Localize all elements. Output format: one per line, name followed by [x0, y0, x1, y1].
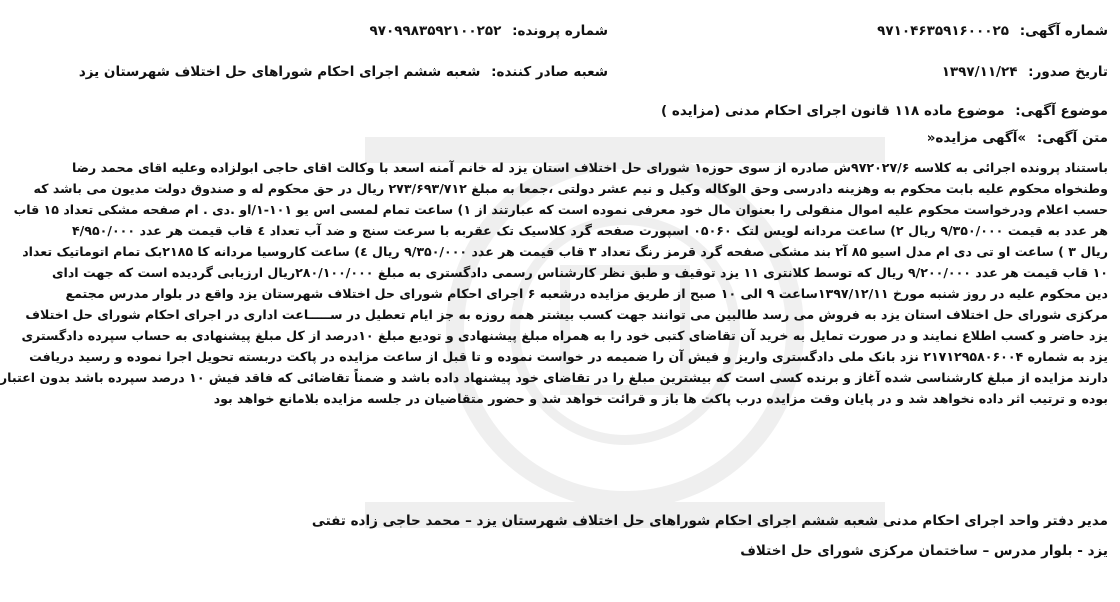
- subject-field: [661, 102, 1108, 120]
- body-line: دارند مزایده از مبلغ کارشناسی شده آغاز و برنده کسی است که بیشترین مبلغ را در تقاضای خود پیشنهاد داده باشد و ضمناً تقاضائی که فاقد فیش ۱۰ درصد سپرده باشد بدون اعتبار: [0, 370, 1108, 385]
- text-heading-field: [927, 129, 1108, 147]
- body-line: ۱۰ قاب قیمت هر عدد ۹/۲۰۰/۰۰۰ ریال که توسط کلانتری ۱۱ یزد توقیف و طبق نظر کارشناس رسمی دادگستری به مبلغ ۲۸۰/۱۰۰/۰۰۰ریال ارزیابی گردیده است که جهت ادای: [51, 265, 1108, 280]
- address-line: یزد - بلوار مدرس – ساختمان مرکزی شورای حل اختلاف: [740, 543, 1108, 559]
- body-line: بوده و ترتیب اثر داده نخواهد شد و در پایان وقت مزایده درب پاکت ها باز و قرائت خواهد شد و حضور متقاضیان در جلسه مزایده بلامانع خواهد بود: [213, 391, 1108, 406]
- case-number-field: [370, 22, 608, 40]
- issuer-field: [79, 63, 608, 81]
- body-line: حسب اعلام ودرخواست محکوم علیه اموال منقولی را بعنوان مال خود معرفی نموده است که عبارتند از ۱) ساعت تمام لمسی اس یو ۱۰۱-۱/او .دی . ام صفحه مشکی تعداد ۱۵ قاب: [13, 202, 1108, 217]
- subject-value: موضوع ماده ۱۱۸ قانون اجرای احکام مدنی (مزایده ): [661, 103, 1005, 119]
- body-line: یزد به شماره ۲۱۷۱۲۹۵۸۰۶۰۰۴ نزد بانک ملی دادگستری واریز و فیش آن را ضمیمه در خواست نموده و تا قبل از ساعت مزایده در پاکت دربسته تحویل اجرا نموده و رسید دریافت: [29, 349, 1108, 364]
- body-line: ریال ۳ ) ساعت او تی دی ام مدل اسیو ۸۵ آ۲ بند مشکی صفحه گرد قرمز رنگ تعداد ۳ قاب قیمت هر عدد ۹/۳۵۰/۰۰۰ ریال ٤) ساعت کاروسیا مردانه کا ۲۱۸۵بک تمام اتوماتیک تعداد: [22, 244, 1108, 259]
- signature-line: مدیر دفتر واحد اجرای احکام مدنی شعبه ششم اجرای احکام شوراهای حل اختلاف شهرستان یزد – محمد حاجی زاده تفتی: [311, 513, 1108, 529]
- text-heading-value: »آگهی مزایده«: [926, 130, 1027, 146]
- subject-label: موضوع آگهی:: [1015, 103, 1108, 119]
- issuer-value: شعبه ششم اجرای احکام شوراهای حل اختلاف شهرستان یزد: [78, 64, 481, 80]
- body-line: مرکزی شورای حل اختلاف استان یزد به فروش می رسد طالبین می توانند جهت کسب بیشتر همه روزه به جز ایام تعطیل در ســـــاعت اداری در اجرای احکام شورای حل اختلاف: [25, 307, 1108, 322]
- body-line: یزد حاضر و کسب اطلاع نمایند و در صورت تمایل به خرید آن تقاضای کتبی خود را به همراه مبلغ پیشنهادی و تودیع مبلغ ۱۰درصد از کل مبلغ پیشنهادی به حساب سپرده دادگستری: [21, 328, 1108, 343]
- body-line: وطنخواه محکوم علیه بابت محکوم به وهزینه دادرسی وحق الوکاله وکیل و نیم عشر دولتی ،جمعا به مبلغ ۲۷۳/۶۹۳/۷۱۲ ریال در حق محکوم له و صندوق دولت مدیون می باشد که: [33, 181, 1108, 196]
- issue-date-value: ۱۳۹۷/۱۱/۲۴: [941, 64, 1018, 80]
- ad-number-field: [877, 22, 1108, 40]
- text-heading-label: متن آگهی:: [1036, 130, 1108, 146]
- case-number-value: ۹۷۰۹۹۸۳۵۹۲۱۰۰۲۵۲: [369, 23, 502, 39]
- issuer-label: شعبه صادر کننده:: [491, 64, 608, 80]
- body-line: هر عدد به قیمت ۹/۳۵۰/۰۰۰ ریال ۲) ساعت مردانه لویس لتک ۰۵۰۶۰ اسپورت صفحه گرد کلاسیک تک عقربه با سرعت سنج و ضد آب تعداد ٤ قاب قیمت هر عدد ۴/۹۵۰/۰۰۰: [72, 223, 1108, 238]
- issue-date-label: تاریخ صدور:: [1028, 64, 1108, 80]
- ad-number-label: شماره آگهی:: [1019, 23, 1108, 39]
- case-number-label: شماره پرونده:: [512, 23, 608, 39]
- body-line: باستناد پرونده اجرائی به کلاسه ۹۷۲۰۲۷/۶ش صادره از سوی حوزه۱ شورای حل اختلاف استان یزد له خانم آمنه اسعد با وکالت اقای حاجی ابولزاده وعلیه اقای محمد رضا: [72, 160, 1108, 175]
- ad-number-value: ۹۷۱۰۴۶۳۵۹۱۶۰۰۰۲۵: [877, 23, 1009, 39]
- body-line: دین محکوم علیه در روز شنبه مورخ ۱۳۹۷/۱۲/۱۱ساعت ۹ الی ۱۰ صبح از طریق مزایده درشعبه ۶ اجرای احکام شورای حل اختلاف شهرستان یزد واقع در بلوار مدرس مجتمع: [65, 286, 1108, 301]
- issue-date-field: [942, 63, 1108, 81]
